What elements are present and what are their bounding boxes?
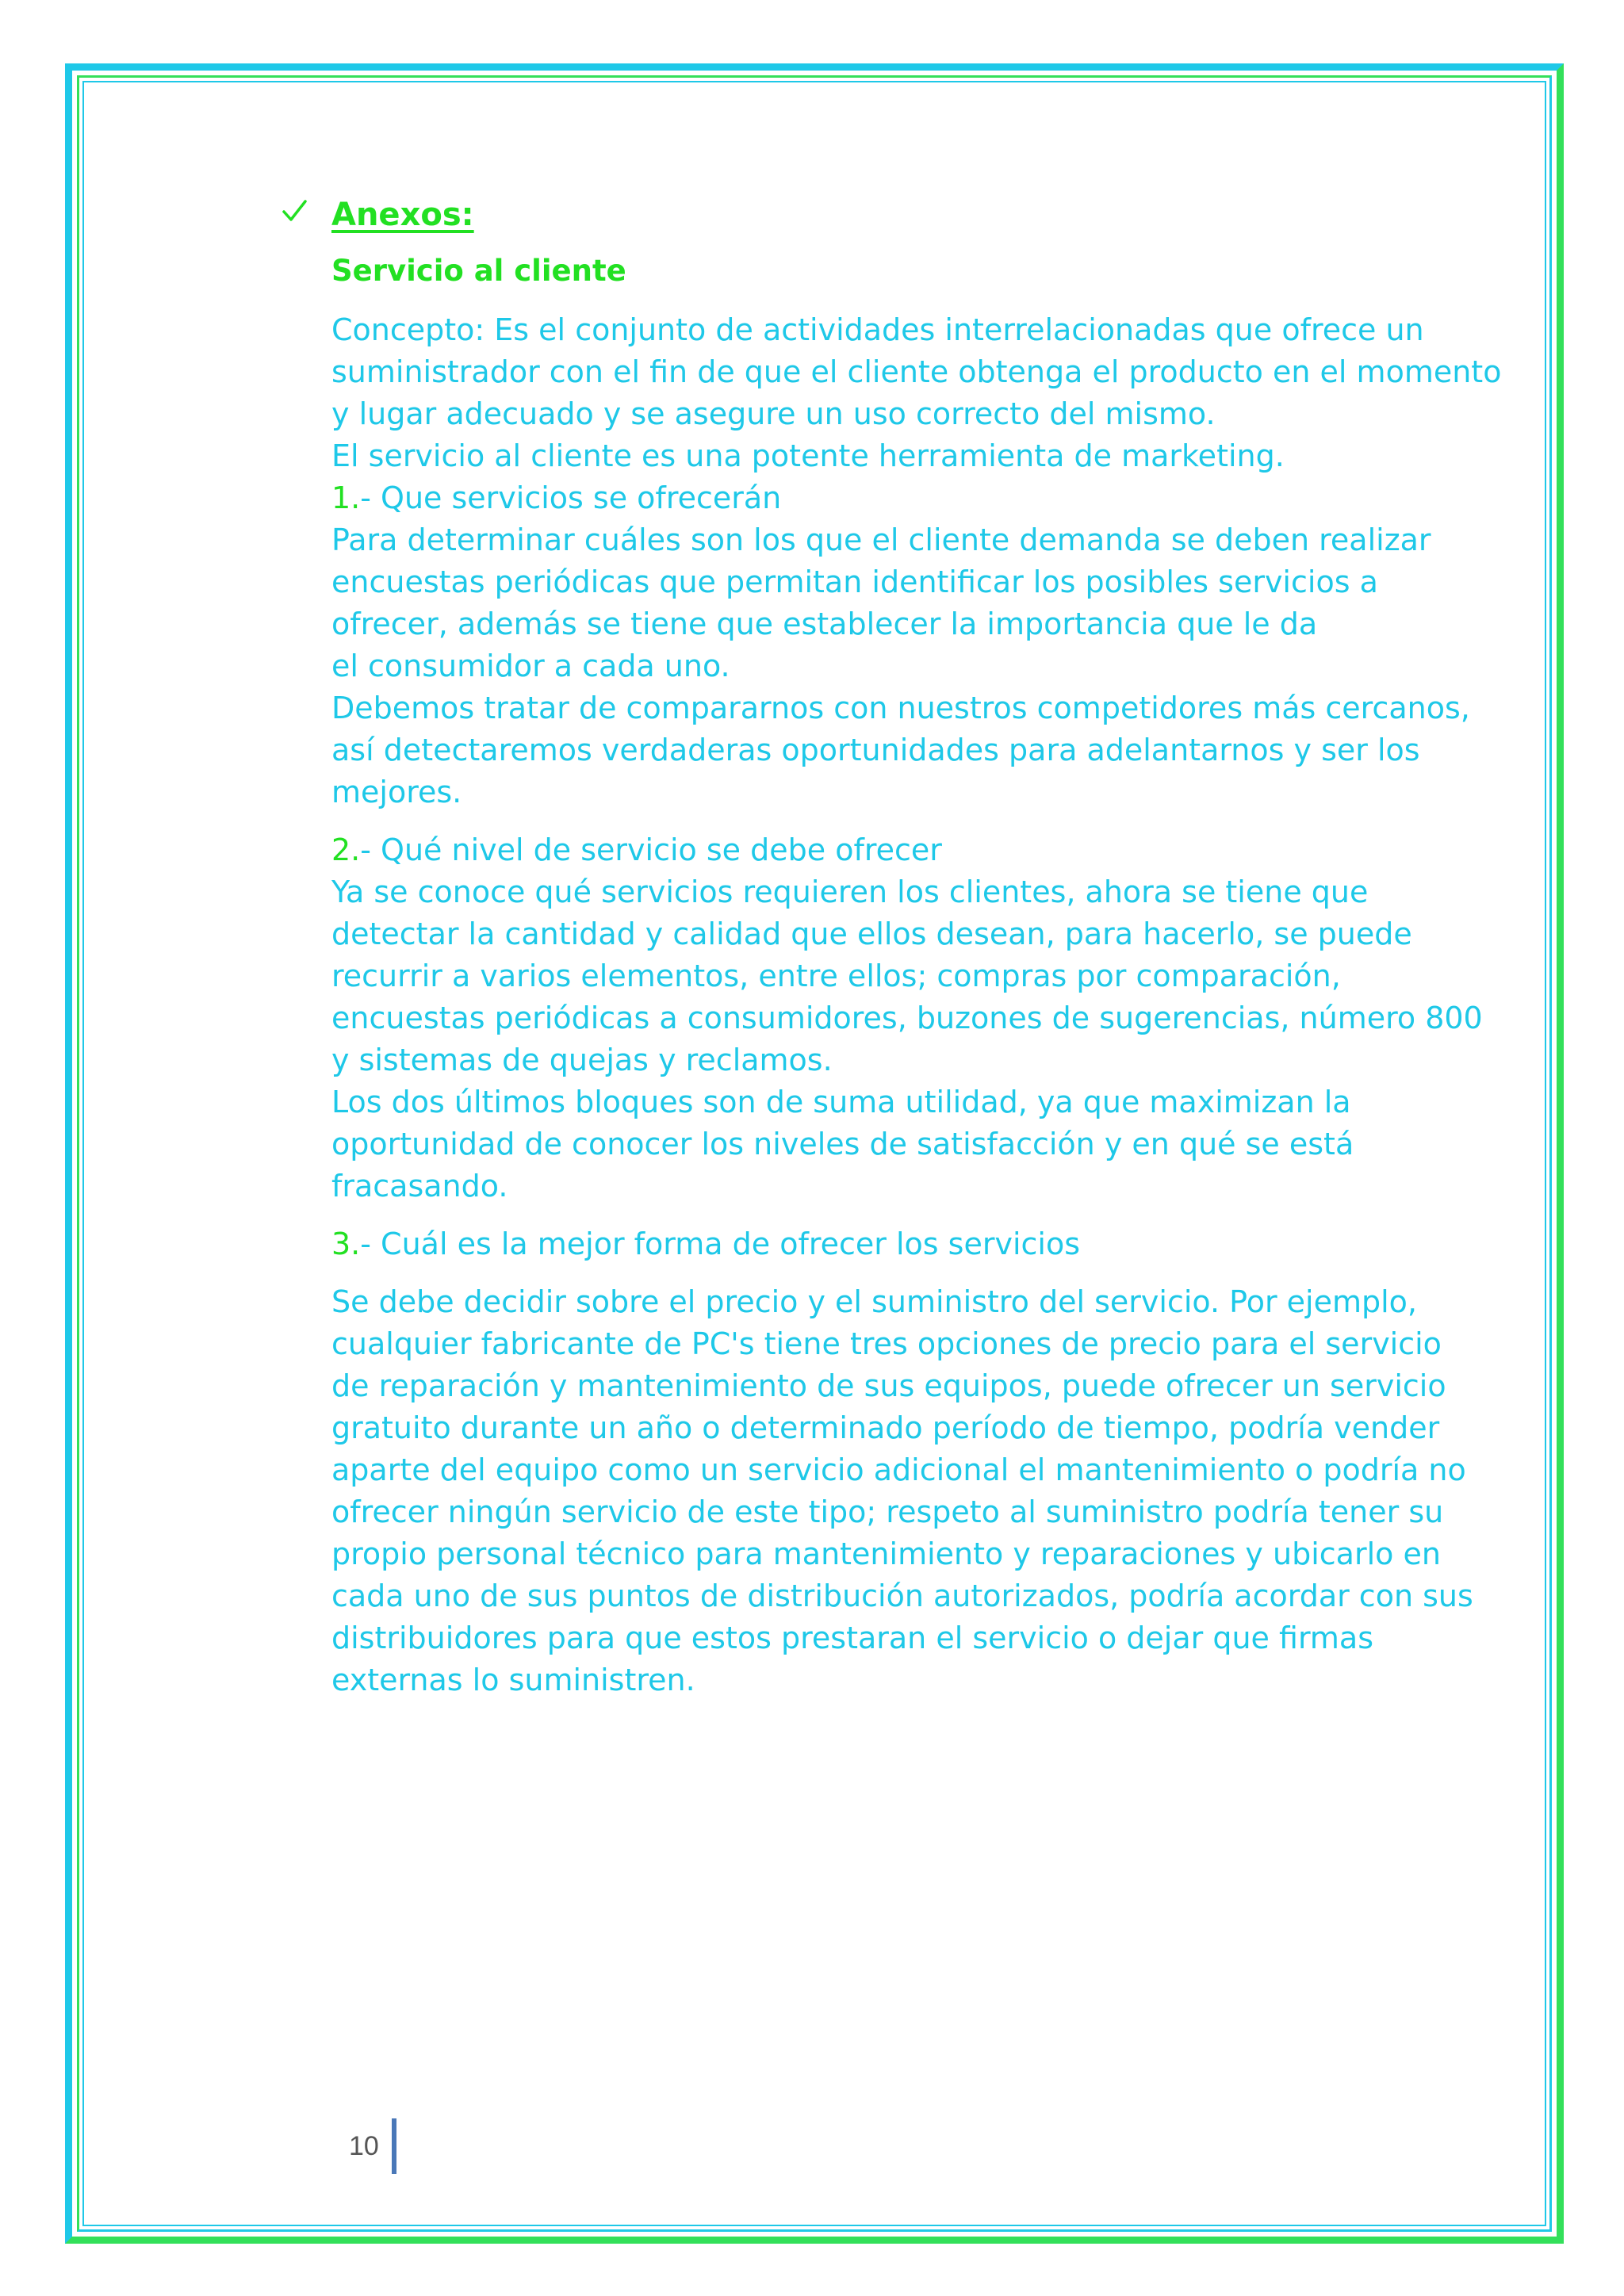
text-line: y sistemas de quejas y reclamos. [331,1043,833,1077]
section-1-number: 1. [331,480,361,515]
text-line: fracasando. [331,1169,508,1203]
footer-divider [392,2118,396,2174]
section-2-heading [331,829,1426,871]
section-2-title: - Qué nivel de servicio se debe ofrecer [360,832,942,867]
section-3-number: 3. [331,1226,361,1261]
text-line: recurrir a varios elementos, entre ellos; compras por comparación, [331,959,1341,993]
text-line: cualquier fabricante de PC's tiene tres opciones de precio para el servicio [331,1326,1442,1361]
text-line: encuestas periódicas a consumidores, buzones de sugerencias, número 800 [331,1001,1483,1035]
text-line: externas lo suministren. [331,1663,695,1697]
text-line: El servicio al cliente es una potente herramienta de marketing. [331,438,1285,473]
text-line: Ya se conoce qué servicios requieren los clientes, ahora se tiene que [331,874,1369,909]
text-line: propio personal técnico para mantenimiento y reparaciones y ubicarlo en [331,1536,1441,1571]
section-1-title: - Que servicios se ofrecerán [360,480,782,515]
section-3-heading-block [331,1223,1426,1265]
section-subtitle: Servicio al cliente [331,254,626,288]
section-3-title: - Cuál es la mejor forma de ofrecer los servicios [360,1226,1081,1261]
check-icon [281,197,308,224]
page-footer [349,2118,396,2174]
text-line: mejores. [331,775,462,809]
section-2-number: 2. [331,832,361,867]
text-line: de reparación y mantenimiento de sus equipos, puede ofrecer un servicio [331,1368,1446,1403]
text-line: Se debe decidir sobre el precio y el suministro del servicio. Por ejemplo, [331,1284,1418,1319]
text-line: Los dos últimos bloques son de suma utilidad, ya que maximizan la [331,1085,1351,1119]
text-line: oportunidad de conocer los niveles de satisfacción y en qué se está [331,1127,1354,1161]
section-3-heading [331,1223,1426,1265]
text-line: Concepto: Es el conjunto de actividades interrelacionadas que ofrece un [331,312,1424,347]
text-line: gratuito durante un año o determinado período de tiempo, podría vender [331,1410,1440,1445]
text-line: ofrecer, además se tiene que establecer la importancia que le da [331,607,1318,641]
text-line: Para determinar cuáles son los que el cliente demanda se deben realizar [331,522,1431,557]
text-line: encuestas periódicas que permitan identificar los posibles servicios a [331,564,1378,599]
text-line: distribuidores para que estos prestaran el servicio o dejar que firmas [331,1621,1374,1655]
annex-title: Anexos: [331,197,474,233]
text-line: Debemos tratar de compararnos con nuestros competidores más cercanos, [331,691,1470,725]
section-3 [331,1281,1473,1701]
annex-heading [331,194,1426,242]
text-line: el consumidor a cada uno. [331,649,730,683]
intro-paragraph [331,309,1502,813]
document-content [331,194,1502,1717]
section-2 [331,829,1483,1207]
text-line: suministrador con el fin de que el cliente obtenga el producto en el momento [331,354,1502,389]
text-line: así detectaremos verdaderas oportunidades para adelantarnos y ser los [331,733,1420,767]
text-line: detectar la cantidad y calidad que ellos desean, para hacerlo, se puede [331,916,1412,951]
text-line: cada uno de sus puntos de distribución autorizados, podría acordar con sus [331,1578,1473,1613]
section-1-heading [331,477,1426,519]
text-line: aparte del equipo como un servicio adicional el mantenimiento o podría no [331,1452,1466,1487]
text-line: ofrecer ningún servicio de este tipo; respeto al suministro podría tener su [331,1494,1444,1529]
text-line: y lugar adecuado y se asegure un uso correcto del mismo. [331,396,1216,431]
page-number: 10 [349,2130,379,2161]
